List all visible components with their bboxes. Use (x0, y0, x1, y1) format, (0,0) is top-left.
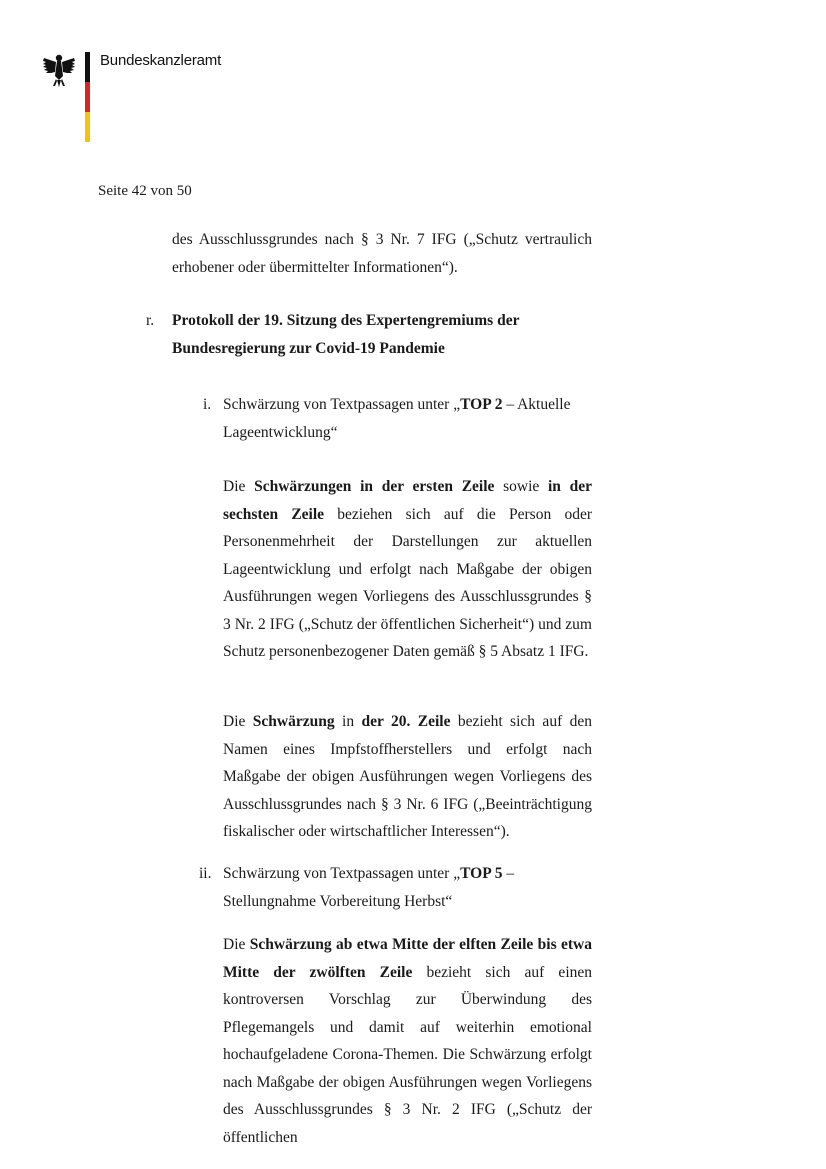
item-ii-marker: ii. (199, 865, 212, 882)
section-r-heading: Protokoll der 19. Sitzung des Expertengremiums der Bundesregierung zur Covid-19 Pandemie (172, 312, 520, 357)
organization-name: Bundeskanzleramt (100, 52, 222, 69)
item-ii-paragraph-1: Die Schwärzung ab etwa Mitte der elften Zeile bis etwa Mitte der zwölften Zeile bezieht sich auf einen kontroversen Vorschlag zur Überwindung des Pflegemangels und damit auf weiterhin emotional hochaufgeladene Corona-Themen. Die Schwärzung erfolgt nach Maßgabe der obigen Ausführungen wegen Vorliegens des Ausschlussgrundes § 3 Nr. 2 IFG („Schutz der öffentlichen (223, 936, 593, 1146)
flag-stripe-gold (85, 112, 90, 142)
intro-paragraph: des Ausschlussgrundes nach § 3 Nr. 7 IFG („Schutz vertraulich erhobener oder übermittelter Informationen“). (172, 231, 592, 276)
federal-eagle-icon (42, 52, 76, 88)
flag-stripe-red (85, 82, 90, 112)
section-r-marker: r. (146, 312, 155, 329)
item-i-heading: Schwärzung von Textpassagen unter „TOP 2 – Aktuelle Lageentwicklung“ (223, 396, 571, 441)
page-number: Seite 42 von 50 (98, 183, 192, 199)
flag-bar (85, 52, 90, 142)
item-ii-heading: Schwärzung von Textpassagen unter „TOP 5 – Stellungnahme Vorbereitung Herbst“ (223, 865, 515, 910)
item-i-paragraph-1: Die Schwärzungen in der ersten Zeile sowie in der sechsten Zeile beziehen sich auf die Person oder Personenmehrheit der Darstellungen zur aktuellen Lageentwicklung und erfolgt nach Maßgabe der obigen Ausführungen wegen Vorliegens des Ausschlussgrundes § 3 Nr. 2 IFG („Schutz der öffentlichen Sicherheit“) und zum Schutz personenbezogener Daten gemäß § 5 Absatz 1 IFG. (223, 478, 592, 660)
item-i-paragraph-2: Die Schwärzung in der 20. Zeile bezieht sich auf den Namen eines Impfstoffherstellers und erfolgt nach Maßgabe der obigen Ausführungen wegen Vorliegens des Ausschlussgrundes nach § 3 Nr. 6 IFG („Beeinträchtigung fiskalischer oder wirtschaftlicher Interessen“). (223, 713, 593, 840)
flag-stripe-black (85, 52, 90, 82)
item-i-marker: i. (203, 396, 212, 413)
